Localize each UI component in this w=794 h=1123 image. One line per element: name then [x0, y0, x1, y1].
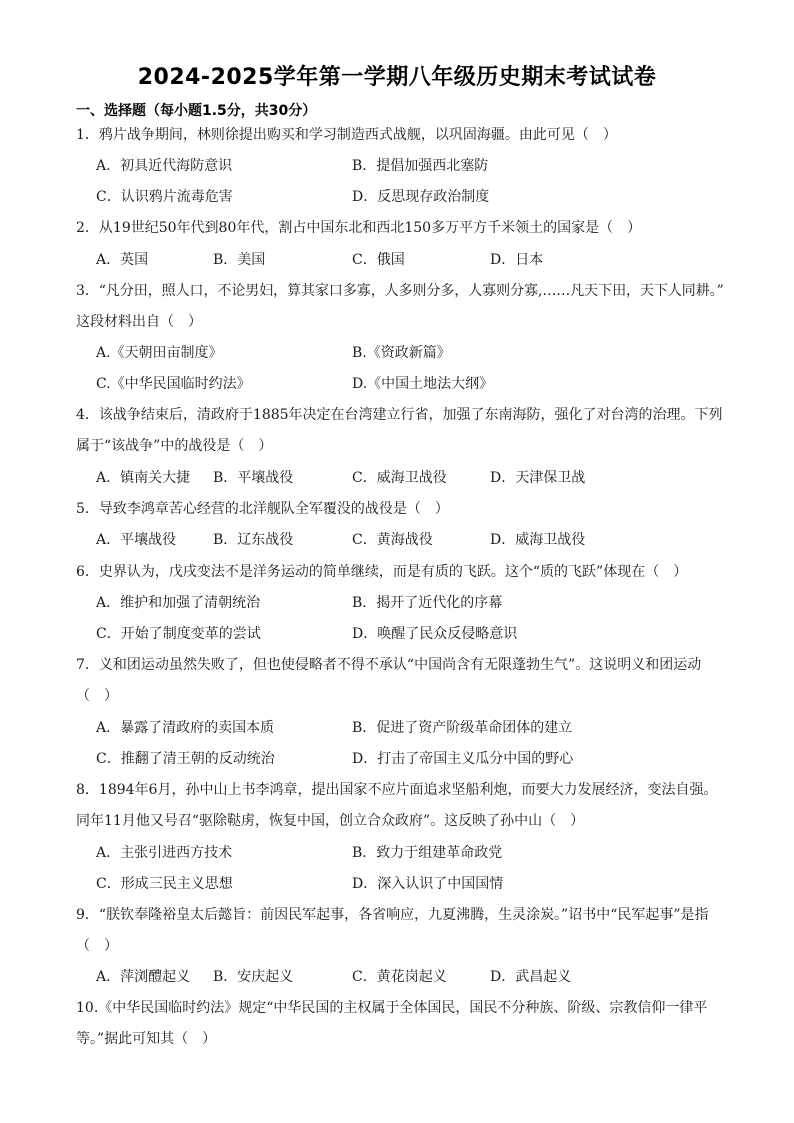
q9-option-d: D．武昌起义: [490, 969, 572, 985]
section-heading: 一、选择题（每小题1.5分，共30分）: [76, 103, 317, 119]
q2-option-d: D．日本: [490, 252, 544, 268]
question-5-stem: 5．导致李鸿章苦心经营的北洋舰队全军覆没的战役是（ ）: [76, 501, 449, 517]
q6-option-a: A．维护和加强了清朝统治: [96, 595, 261, 611]
question-10-stem: 10.《中华民国临时约法》规定“中华民国的主权属于全体国民，国民不分种族、阶级、宗教信仰一律平: [76, 1000, 708, 1016]
q4-option-c: C．威海卫战役: [352, 470, 447, 486]
question-6-stem: 6．史界认为，戊戌变法不是洋务运动的简单继续，而是有质的飞跃。这个“质的飞跃”体现在（ ）: [76, 564, 688, 580]
q9-option-b: B．安庆起义: [213, 969, 294, 985]
q2-option-b: B．美国: [213, 252, 266, 268]
question-9-stem-cont: （ ）: [76, 938, 118, 954]
q7-option-c: C．推翻了清王朝的反动统治: [96, 751, 275, 767]
q1-option-b: B．提倡加强西北塞防: [352, 158, 489, 174]
q7-option-b: B．促进了资产阶级革命团体的建立: [352, 720, 573, 736]
q8-option-d: D．深入认识了中国国情: [352, 876, 504, 892]
q6-option-c: C．开始了制度变革的尝试: [96, 626, 261, 642]
q1-option-d: D．反思现存政治制度: [352, 189, 490, 205]
question-8-stem: 8．1894年6月，孙中山上书李鸿章，提出国家不应片面追求坚船利炮，而要大力发展经济，变法自强。: [76, 782, 718, 798]
q3-option-d: D.《中国土地法大纲》: [352, 376, 494, 392]
q5-option-a: A．平壤战役: [96, 532, 177, 548]
q1-option-a: A．初具近代海防意识: [96, 158, 233, 174]
question-7-stem-cont: （ ）: [76, 688, 118, 704]
q7-option-a: A．暴露了清政府的卖国本质: [96, 720, 275, 736]
question-2-stem: 2．从19世纪50年代到80年代，割占中国东北和西北150多万平方千米领土的国家是（ ）: [76, 220, 642, 236]
q3-option-a: A.《天朝田亩制度》: [96, 345, 223, 361]
question-1-stem: 1．鸦片战争期间，林则徐提出购买和学习制造西式战舰，以巩固海疆。由此可见（ ）: [76, 127, 617, 143]
q8-option-c: C．形成三民主义思想: [96, 876, 233, 892]
q8-option-b: B．致力于组建革命政党: [352, 845, 503, 861]
q4-option-b: B．平壤战役: [213, 470, 294, 486]
question-10-stem-cont: 等。”据此可知其（ ）: [76, 1031, 217, 1047]
q5-option-b: B．辽东战役: [213, 532, 294, 548]
q9-option-c: C．黄花岗起义: [352, 969, 447, 985]
q5-option-d: D．威海卫战役: [490, 532, 586, 548]
question-9-stem: 9．“朕钦奉隆裕皇太后懿旨：前因民军起事，各省响应，九夏沸腾，生灵涂炭。”诏书中“民军起事”是指: [76, 907, 709, 923]
q3-option-c: C.《中华民国临时约法》: [96, 376, 251, 392]
q2-option-a: A．英国: [96, 252, 149, 268]
q2-option-c: C．俄国: [352, 252, 405, 268]
q1-option-c: C．认识鸦片流毒危害: [96, 189, 233, 205]
q4-option-a: A．镇南关大捷: [96, 470, 191, 486]
q6-option-b: B．揭开了近代化的序幕: [352, 595, 503, 611]
q9-option-a: A．萍浏醴起义: [96, 969, 191, 985]
question-8-stem-cont: 同年11月他又号召“驱除鞑虏，恢复中国，创立合众政府”。这反映了孙中山（ ）: [76, 813, 585, 829]
q5-option-c: C．黄海战役: [352, 532, 433, 548]
q3-option-b: B.《资政新篇》: [352, 345, 451, 361]
question-7-stem: 7．义和团运动虽然失败了，但也使侵略者不得不承认“中国尚含有无限蓬勃生气”。这说明义和团运动: [76, 657, 702, 673]
q8-option-a: A．主张引进西方技术: [96, 845, 233, 861]
q4-option-d: D．天津保卫战: [490, 470, 586, 486]
q6-option-d: D．唤醒了民众反侵略意识: [352, 626, 518, 642]
page-title: 2024-2025学年第一学期八年级历史期末考试试卷: [137, 65, 657, 90]
question-3-stem: 3．“凡分田，照人口，不论男妇，算其家口多寡，人多则分多，人寡则分寡,……凡天下田，天下人同耕。”: [76, 283, 724, 299]
question-4-stem: 4．该战争结束后，清政府于1885年决定在台湾建立行省，加强了东南海防，强化了对台湾的治理。下列: [76, 407, 723, 423]
question-3-stem-cont: 这段材料出自（ ）: [76, 314, 202, 330]
q7-option-d: D．打击了帝国主义瓜分中国的野心: [352, 751, 574, 767]
question-4-stem-cont: 属于“该战争”中的战役是（ ）: [76, 438, 273, 454]
